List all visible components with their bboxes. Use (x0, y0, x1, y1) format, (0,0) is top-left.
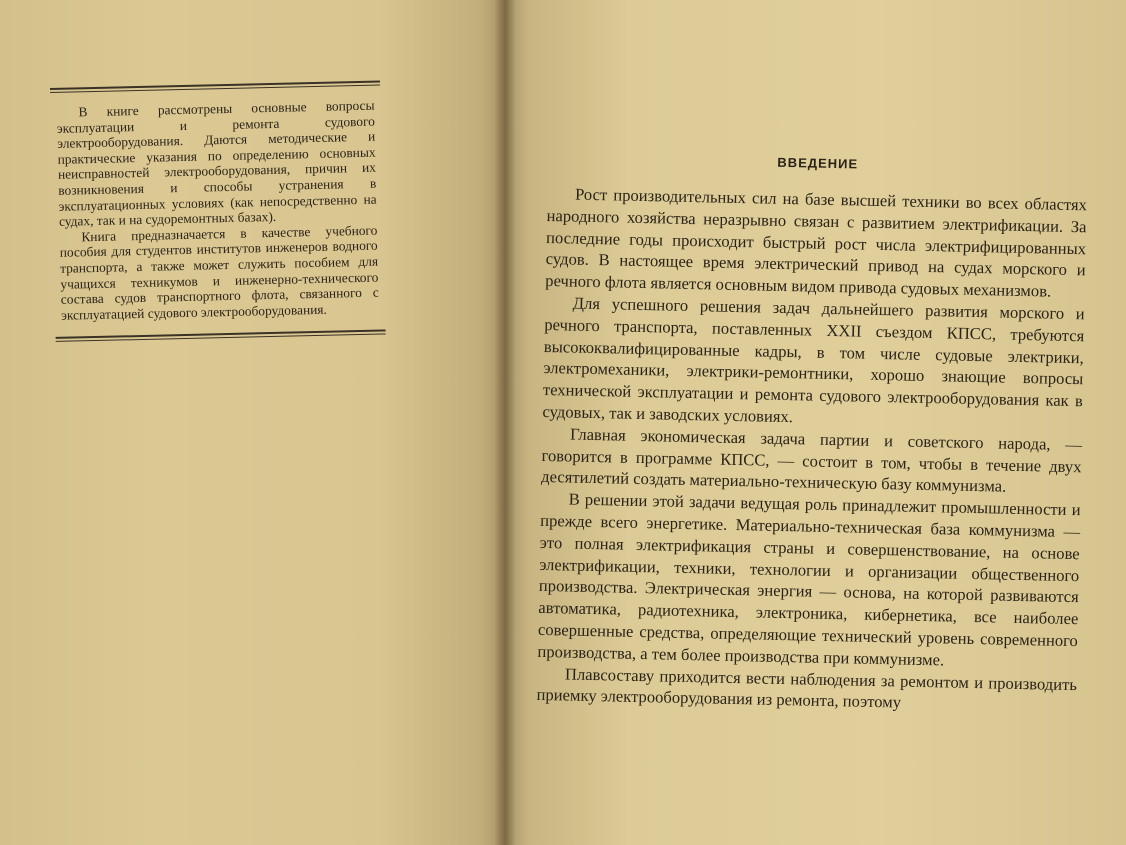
annotation-paragraph: Книга предназначается в качестве учебного пособия для студентов институтов инженеров водного транспорта, а также может служить пособием для учащихся техникумов и инженерно-технического состава судов транспортного флота, связанного с эксплуатацией судового электрооборудования. (59, 222, 379, 323)
body-paragraph: Рост производительных сил на базе высшей техники во всех областях народного хозяйства неразрывно связан с развитием электрификации. За последние годы происходит быстрый рост числа электрифицированных судов. В настоящее время электрический привод на судах морского и речного флота является основным видом привода судовых механизмов. (545, 184, 1088, 301)
body-paragraph: Плавсоставу приходится вести наблюдения за ремонтом и производить приемку электрооборудования из ремонта, поэтому (536, 664, 1078, 712)
introduction-section (536, 150, 1088, 717)
section-heading: ВВЕДЕНИЕ (777, 154, 859, 172)
body-paragraph: В решении этой задачи ведущая роль принадлежит промышленности и прежде всего энергетике. Материально-техническая база коммунизма — это полная электрификация страны и совершенствование, на основе электрификации, техники, технологии и организации общественного производства. Электрическая энергия — основа, на которой развиваются автоматика, радиотехника, электроника, кибернетика, все наиболее совершенные средства, определяющие технический уровень современного производства, а тем более производства при коммунизме. (537, 489, 1081, 670)
book-gutter (494, 0, 516, 845)
body-paragraph: Главная экономическая задача партии и советского народа, — говорится в программе КПСС, — состоит в том, чтобы в течение двух десятилетий создать материально-техническую базу коммунизма. (540, 424, 1083, 497)
annotation-box (50, 81, 386, 343)
body-paragraph: Для успешного решения задач дальнейшего развития морского и речного транспорта, поставленных XXII съездом КПСС, требуются высококвалифицированные кадры, в том числе судовые электрики, электромеханики, электрики-ремонтники, хорошо знающие вопросы технической эксплуатации и ремонта судового электрооборудования как в судовых, так и заводских условиях. (542, 293, 1085, 427)
annotation-paragraph: В книге рассмотрены основные вопросы эксплуатации и ремонта судового электрооборудования. Даются методические и практические указания по определению основных неисправностей электрооборудования, причин их возникновения и способы устранения в эксплуатационных условиях (как непосредственно на судах, так и на судоремонтных базах). (56, 97, 377, 229)
